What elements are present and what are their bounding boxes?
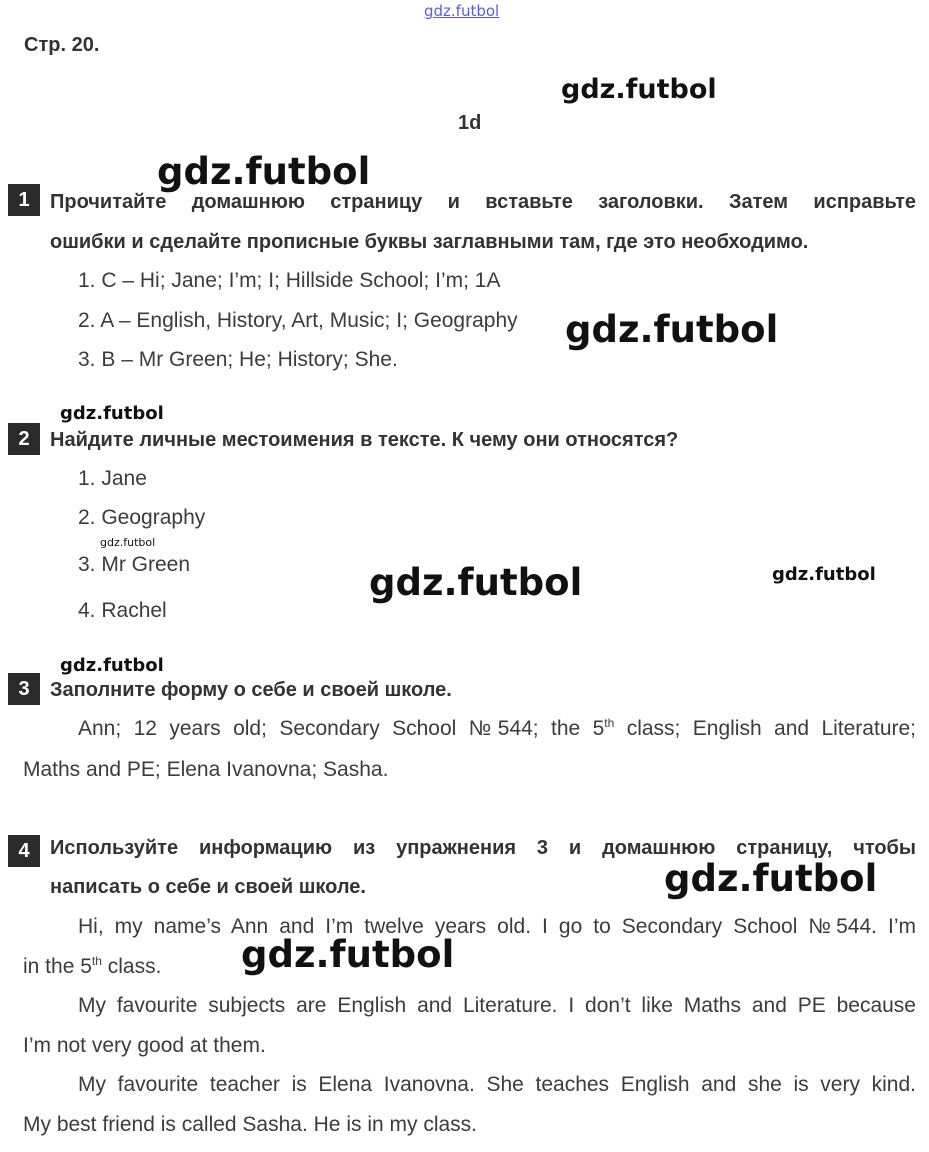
task-number-1: 1 (8, 184, 40, 216)
task-number-3: 3 (8, 673, 40, 705)
task4-p3-line2: My best friend is called Sasha. He is in my class. (23, 1113, 478, 1136)
task1-item-3: 3. B – Mr Green; He; History; She. (78, 348, 398, 371)
watermark: gdz.futbol (60, 403, 164, 424)
watermark: gdz.futbol (565, 308, 779, 351)
task4-title-line2: написать о себе и своей школе. (50, 876, 366, 898)
superscript: th (604, 716, 615, 730)
task4-p3-line1: My favourite teacher is Elena Ivanovna. She teaches English and she is very kind. (78, 1073, 916, 1096)
task3-line1 (78, 717, 916, 741)
watermark: gdz.futbol (157, 150, 371, 193)
watermark: gdz.futbol (369, 561, 583, 604)
task4-p2-line2: I’m not very good at them. (23, 1034, 266, 1057)
section-title: 1d (458, 112, 482, 134)
task3-line2: Maths and PE; Elena Ivanovna; Sasha. (23, 758, 389, 781)
task4-p1-line1: Hi, my name’s Ann and I’m twelve years old. I go to Secondary School №544. I’m (78, 915, 916, 938)
task3-title: Заполните форму о себе и своей школе. (50, 679, 452, 701)
watermark: gdz.futbol (241, 933, 455, 976)
task1-title-line1: Прочитайте домашнюю страницу и вставьте заголовки. Затем исправьте (50, 191, 916, 213)
watermark-top: gdz.futbol (424, 2, 500, 20)
superscript: th (91, 954, 102, 968)
task2-item-1: 1. Jane (78, 467, 147, 490)
task2-item-2: 2. Geography (78, 506, 206, 529)
task-number-4: 4 (8, 835, 40, 867)
task1-title-line2: ошибки и сделайте прописные буквы заглавными там, где это необходимо. (50, 231, 809, 253)
task2-item-4: 4. Rachel (78, 599, 167, 622)
watermark: gdz.futbol (561, 74, 717, 105)
watermark: gdz.futbol (664, 857, 878, 900)
task-number-2: 2 (8, 423, 40, 455)
page-number: Стр. 20. (24, 34, 100, 56)
task2-item-3: 3. Mr Green (78, 553, 191, 576)
task3-line1-text-end: class; English and Literature; (614, 717, 917, 740)
task2-title: Найдите личные местоимения в тексте. К чему они относятся? (50, 429, 679, 451)
watermark: gdz.futbol (60, 655, 164, 676)
task3-line1-text: Ann; 12 years old; Secondary School №544; the 5 (78, 717, 605, 740)
task4-title-line1: Используйте информацию из упражнения 3 и домашнюю страницу, чтобы (50, 837, 916, 859)
task4-p2-line1: My favourite subjects are English and Literature. I don’t like Maths and PE because (78, 994, 916, 1017)
task1-item-1: 1. C – Hi; Jane; I’m; I; Hillside School; I’m; 1A (78, 269, 501, 292)
watermark: gdz.futbol (100, 536, 156, 549)
task4-p1-line2-text: in the 5 (23, 955, 92, 978)
watermark: gdz.futbol (772, 564, 876, 585)
task1-item-2: 2. A – English, History, Art, Music; I; Geography (78, 309, 518, 332)
task4-p1-line2 (23, 955, 161, 979)
task4-p1-line2-text-end: class. (101, 955, 162, 978)
